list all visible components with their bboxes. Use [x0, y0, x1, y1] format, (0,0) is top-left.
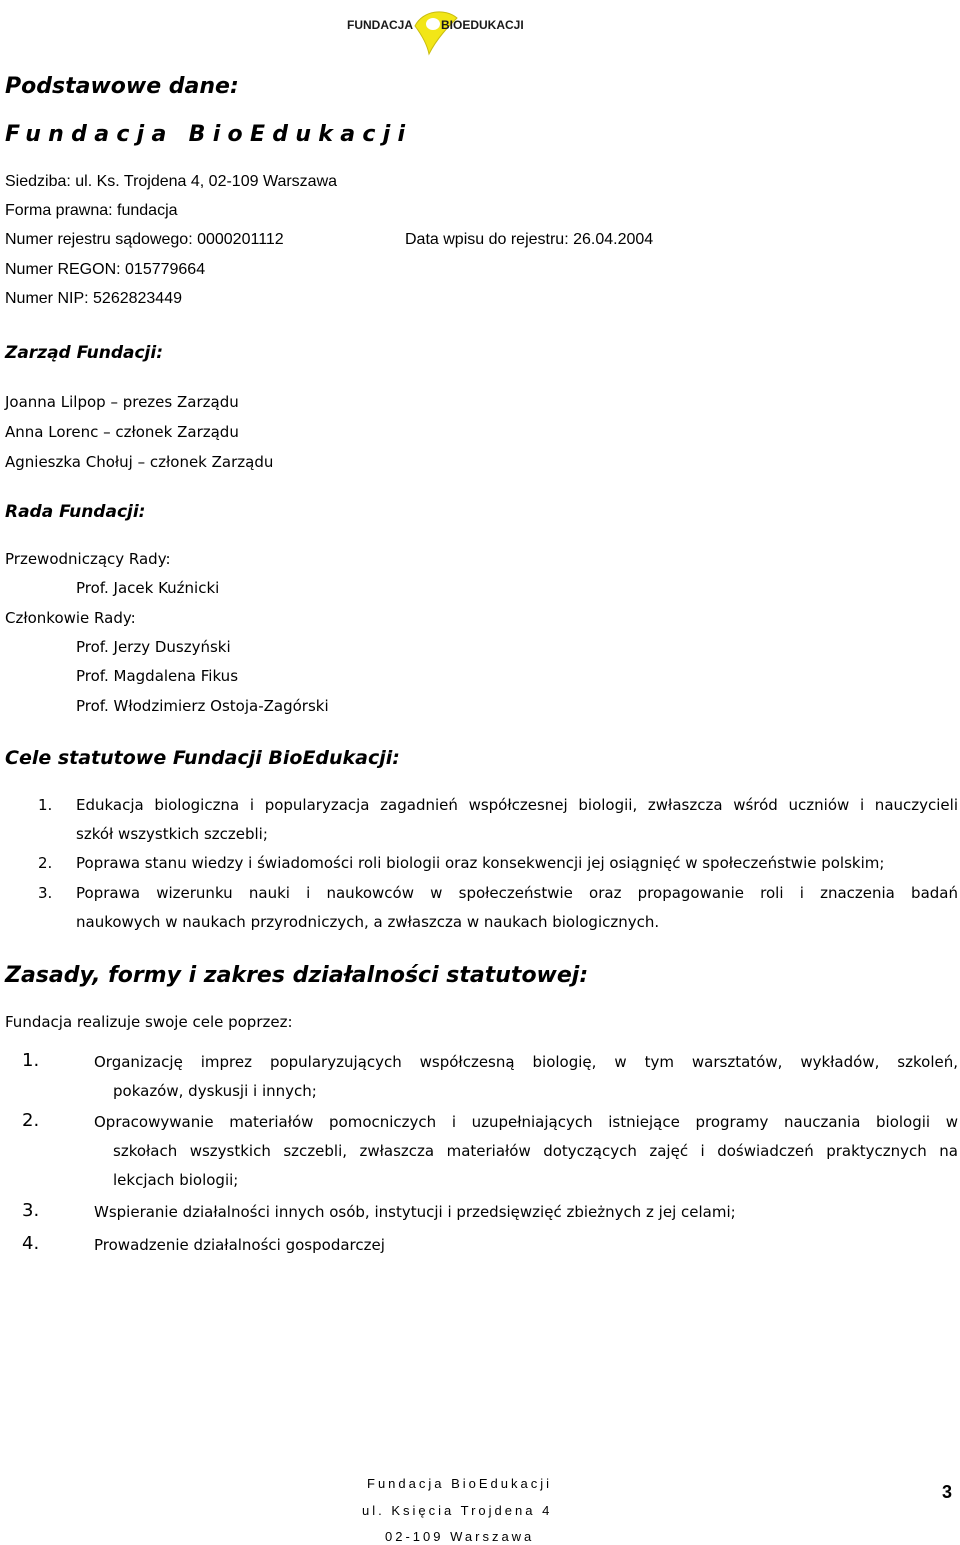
court-registry-line: Numer rejestru sądowego: 0000201112: [5, 231, 284, 248]
council-member: Prof. Jerzy Duszyński: [76, 638, 231, 656]
regon-line: Numer REGON: 015779664: [5, 261, 206, 278]
activity-item-text: Wspieranie działalności innych osób, instytucji i przedsięwzięć zbieżnych z jej celami;: [94, 1203, 736, 1221]
address-line: Siedziba: ul. Ks. Trojdena 4, 02-109 Warszawa: [5, 173, 338, 190]
logo-text-right: BIOEDUKACJI: [441, 18, 524, 32]
goal-item-text: szkół wszystkich szczebli;: [76, 825, 268, 843]
activity-item-text: lekcjach biologii;: [113, 1171, 239, 1189]
footer-city: 02-109 Warszawa: [385, 1529, 535, 1544]
activity-item-number: 2.: [22, 1110, 40, 1131]
footer-org-name: Fundacja BioEdukacji: [367, 1476, 553, 1491]
goal-item-number: 3.: [38, 884, 53, 902]
foundation-logo: [345, 4, 525, 56]
basic-data-title: Podstawowe dane:: [5, 74, 239, 99]
board-title: Zarząd Fundacji:: [5, 343, 163, 363]
goal-item-text: Poprawa wizerunku nauki i naukowców w społeczeństwie oraz propagowanie roli i znaczenia badań: [76, 884, 958, 902]
board-member: Agnieszka Chołuj – członek Zarządu: [5, 453, 274, 471]
nip-line: Numer NIP: 5262823449: [5, 290, 182, 307]
activity-item-number: 3.: [22, 1200, 40, 1221]
board-member: Joanna Lilpop – prezes Zarządu: [5, 393, 239, 411]
activity-item-text: Opracowywanie materiałów pomocniczych i uzupełniających istniejące programy nauczania biologii w: [94, 1113, 958, 1131]
council-members-label: Członkowie Rady:: [5, 609, 136, 627]
activities-intro: Fundacja realizuje swoje cele poprzez:: [5, 1013, 293, 1031]
logo-text-left: FUNDACJA: [347, 18, 413, 32]
goal-item-number: 1.: [38, 796, 53, 814]
activity-item-text: Prowadzenie działalności gospodarczej: [94, 1236, 385, 1254]
foundation-name: Fundacja BioEdukacji: [5, 122, 413, 147]
activity-item-number: 1.: [22, 1050, 40, 1071]
activities-title: Zasady, formy i zakres działalności statutowej:: [5, 963, 589, 988]
council-member: Prof. Magdalena Fikus: [76, 667, 239, 685]
goal-item-text: naukowych w naukach przyrodniczych, a zwłaszcza w naukach biologicznych.: [76, 913, 660, 931]
council-title: Rada Fundacji:: [5, 502, 146, 522]
footer-street: ul. Księcia Trojdena 4: [362, 1503, 553, 1518]
goal-item-text: Poprawa stanu wiedzy i świadomości roli biologii oraz konsekwencji jej osiągnięć w społeczeństwie polskim;: [76, 854, 885, 872]
page-number: 3: [942, 1482, 953, 1502]
activity-item-text: pokazów, dyskusji i innych;: [113, 1082, 317, 1100]
activity-item-text: Organizację imprez popularyzujących współczesną biologię, w tym warsztatów, wykładów, szkoleń,: [94, 1053, 958, 1071]
activity-item-number: 4.: [22, 1233, 40, 1254]
activity-item-text: szkołach wszystkich szczebli, zwłaszcza materiałów dotyczących zajęć i doświadczeń praktycznych na: [113, 1142, 958, 1160]
council-member: Prof. Włodzimierz Ostoja-Zagórski: [76, 697, 329, 715]
council-chair: Prof. Jacek Kuźnicki: [76, 579, 220, 597]
legal-form-line: Forma prawna: fundacja: [5, 202, 178, 219]
goal-item-number: 2.: [38, 854, 53, 872]
registry-date: Data wpisu do rejestru: 26.04.2004: [405, 231, 654, 248]
goals-title: Cele statutowe Fundacji BioEdukacji:: [5, 747, 400, 769]
board-member: Anna Lorenc – członek Zarządu: [5, 423, 239, 441]
goal-item-text: Edukacja biologiczna i popularyzacja zagadnień współczesnej biologii, zwłaszcza wśród uczniów i nauczycieli: [76, 796, 958, 814]
council-chair-label: Przewodniczący Rady:: [5, 550, 171, 568]
